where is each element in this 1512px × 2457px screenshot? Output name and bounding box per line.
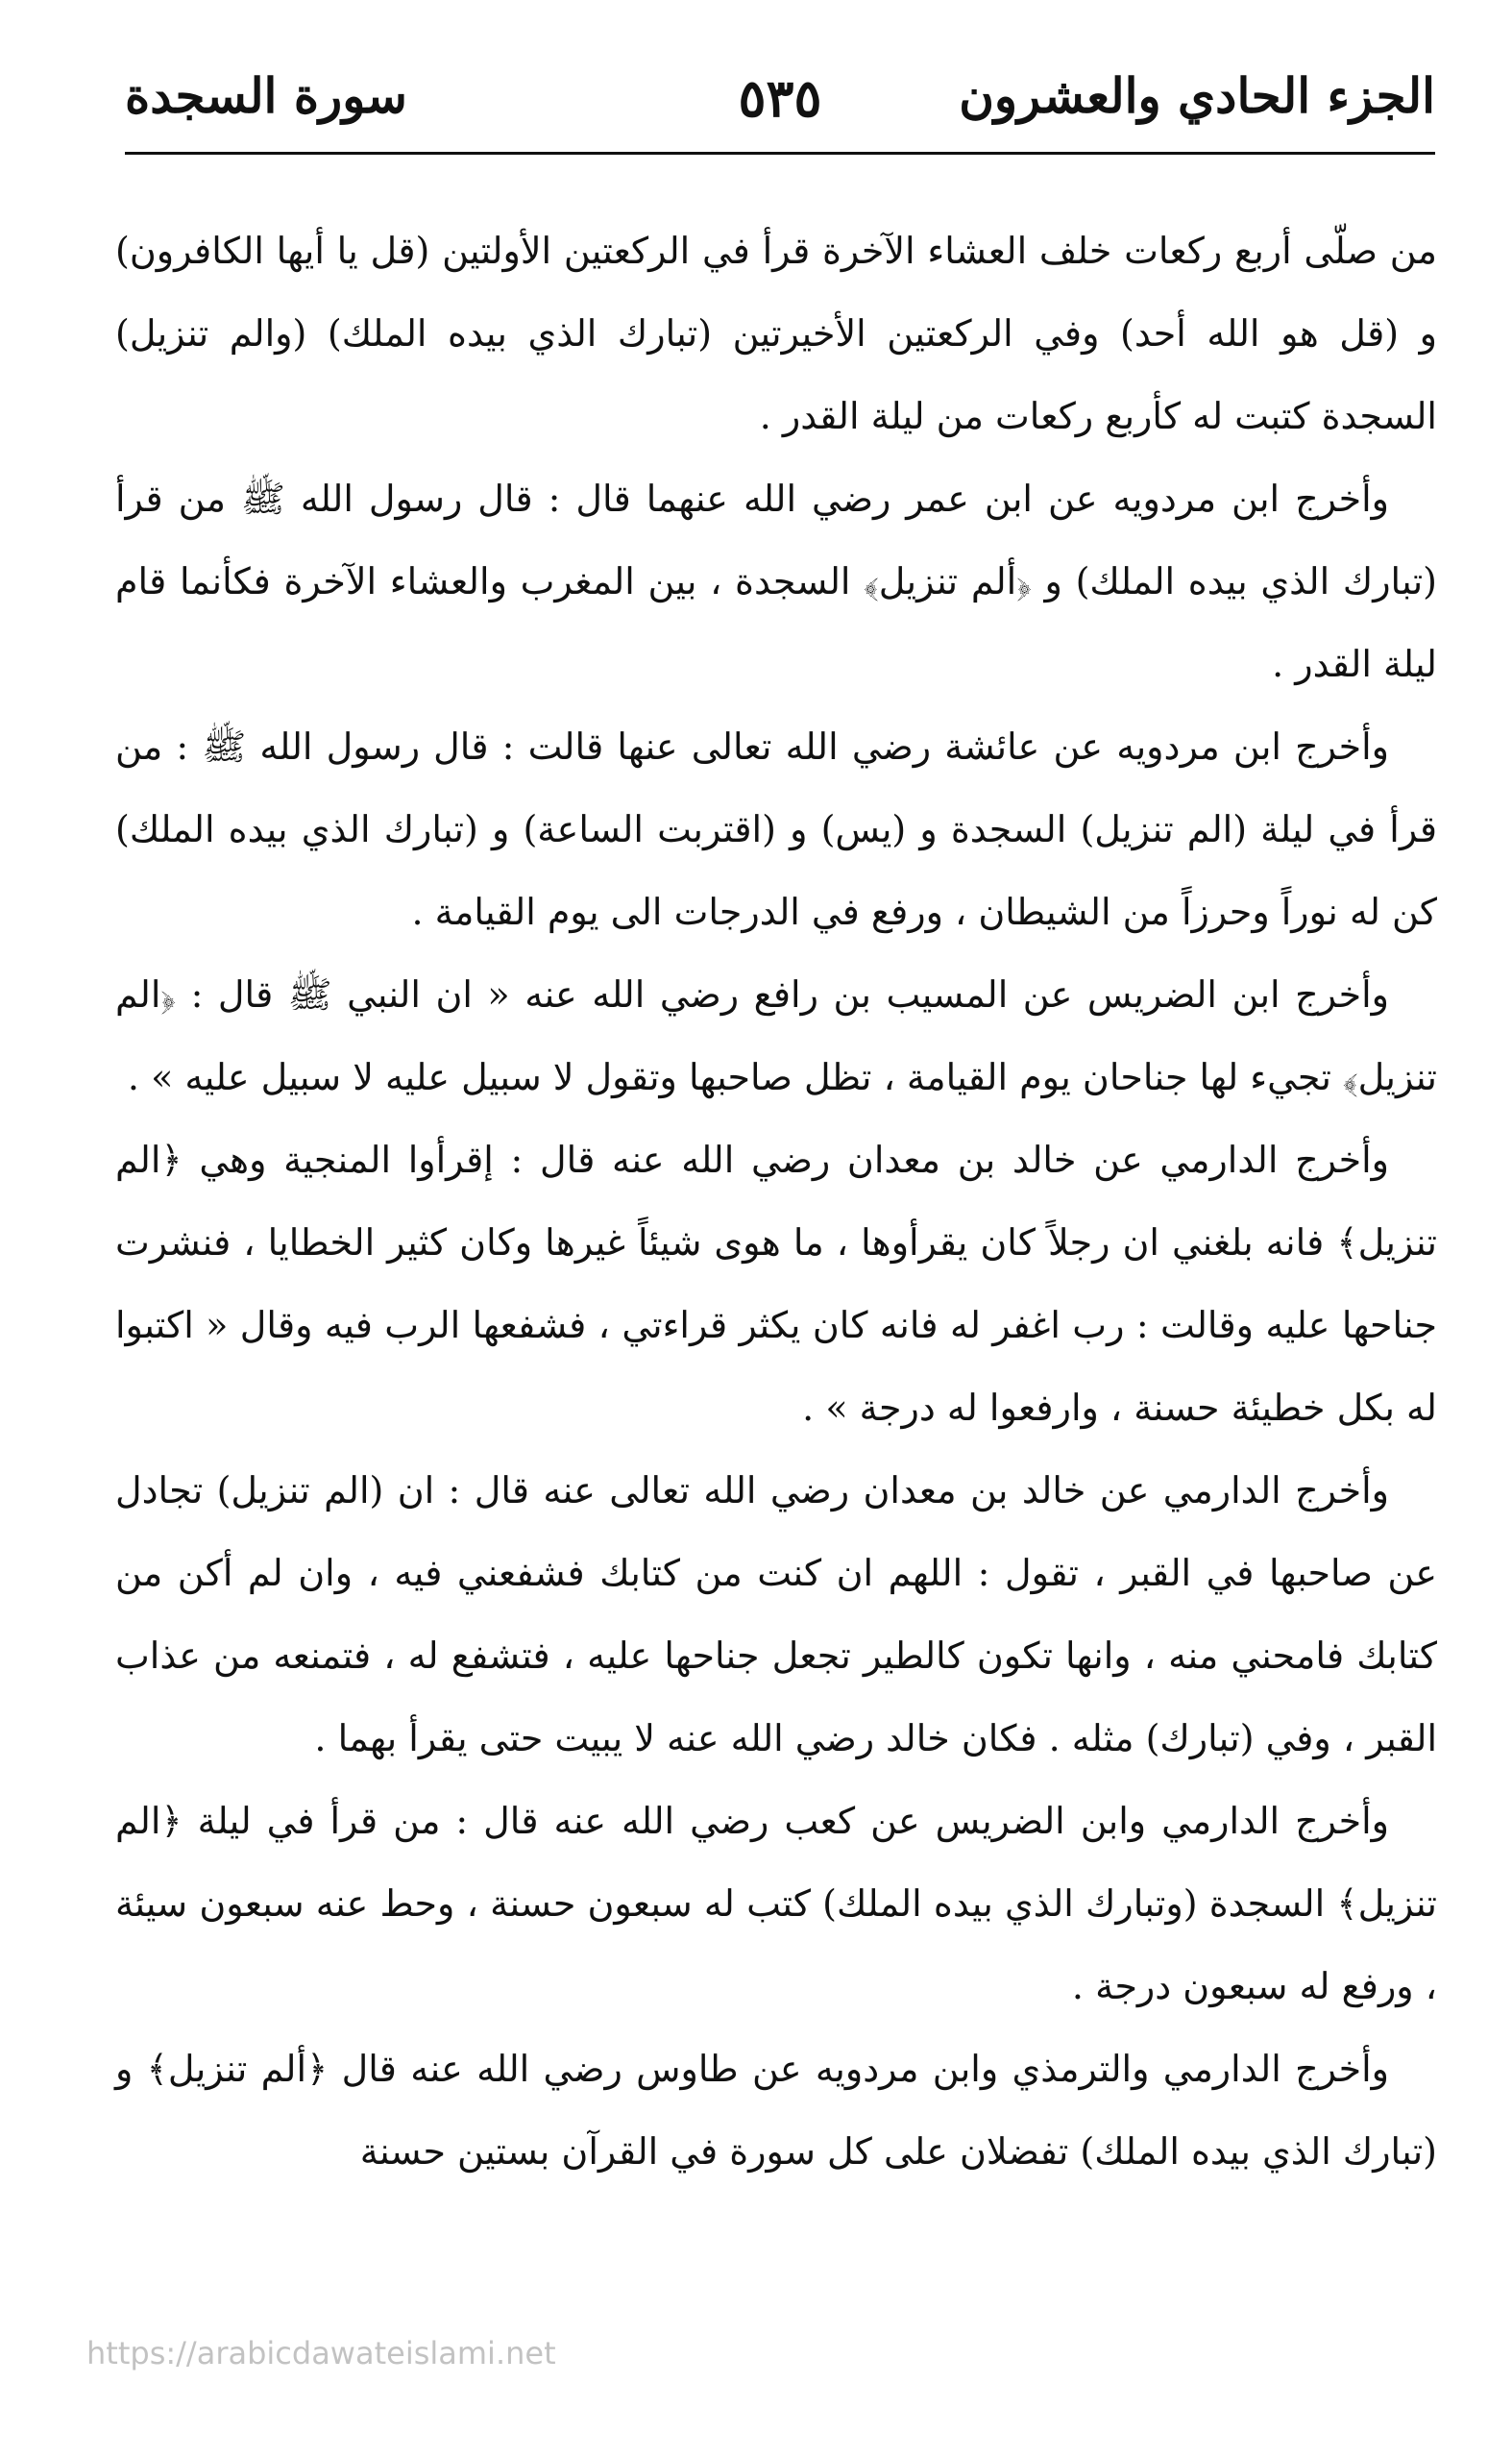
running-header	[125, 67, 1435, 144]
paragraph: وأخرج الدارمي وابن الضريس عن كعب رضي الله عنه قال : من قرأ في ليلة ﴿الم تنزيل﴾ السجدة (وتبارك الذي بيده الملك) كتب له سبعون حسنة ، وحط عنه سبعون سيئة ، ورفع له سبعون درجة .	[115, 1800, 1437, 2007]
paragraph: وأخرج الدارمي عن خالد بن معدان رضي الله تعالى عنه قال : ان (الم تنزيل) تجادل عن صاحبها في القبر ، تقول : اللهم ان كنت من كتابك فشفعني فيه ، وان لم أكن من كتابك فامحني منه ، وانها تكون كالطير تجعل جناحها عليه ، فتشفع له ، فتمنعه من عذاب القبر ، وفي (تبارك) مثله . فكان خالد رضي الله عنه لا يبيت حتى يقرأ بهما .	[115, 1469, 1437, 1759]
paragraph: من صلّى أربع ركعات خلف العشاء الآخرة قرأ في الركعتين الأولتين (قل يا أيها الكافرون) و (قل هو الله أحد) وفي الركعتين الأخيرتين (تبارك الذي بيده الملك) (والم تنزيل) السجدة كتبت له كأربع ركعات من ليلة القدر .	[115, 230, 1437, 437]
page-number: ٥٣٥	[738, 67, 822, 129]
watermark-url: https://arabicdawateislami.net	[86, 2335, 556, 2371]
paragraph: وأخرج الدارمي عن خالد بن معدان رضي الله عنه قال : إقرأوا المنجية وهي ﴿الم تنزيل﴾ فانه بلغني ان رجلاً كان يقرأوها ، ما هوى شيئاً غيرها وكان كثير الخطايا ، فنشرت جناحها عليه وقالت : رب اغفر له فانه كان يكثر قراءتي ، فشفعها الرب فيه وقال « اكتبوا له بكل خطيئة حسنة ، وارفعوا له درجة » .	[115, 1139, 1437, 1429]
body-text	[115, 209, 1437, 2193]
paragraph: وأخرج ابن مردويه عن عائشة رضي الله تعالى عنها قالت : قال رسول الله ﷺ : من قرأ في ليلة (الم تنزيل) السجدة و (يس) و (اقتربت الساعة) و (تبارك الذي بيده الملك) كن له نوراً وحرزاً من الشيطان ، ورفع في الدرجات الى يوم القيامة .	[115, 725, 1437, 933]
header-divider	[125, 152, 1435, 155]
paragraph: وأخرج الدارمي والترمذي وابن مردويه عن طاوس رضي الله عنه قال ﴿ألم تنزيل﴾ و (تبارك الذي بيده الملك) تفضلان على كل سورة في القرآن بستين حسنة	[115, 2048, 1437, 2173]
juz-label: الجزء الحادي والعشرون	[959, 67, 1435, 124]
paragraph: وأخرج ابن الضريس عن المسيب بن رافع رضي الله عنه « ان النبي ﷺ قال : ﴿الم تنزيل﴾ تجيء لها جناحان يوم القيامة ، تظل صاحبها وتقول لا سبيل عليه لا سبيل عليه » .	[115, 973, 1437, 1098]
surah-label: سورة السجدة	[125, 67, 407, 124]
paragraph: وأخرج ابن مردويه عن ابن عمر رضي الله عنهما قال : قال رسول الله ﷺ من قرأ (تبارك الذي بيده الملك) و ﴿ألم تنزيل﴾ السجدة ، بين المغرب والعشاء الآخرة فكأنما قام ليلة القدر .	[115, 478, 1437, 685]
